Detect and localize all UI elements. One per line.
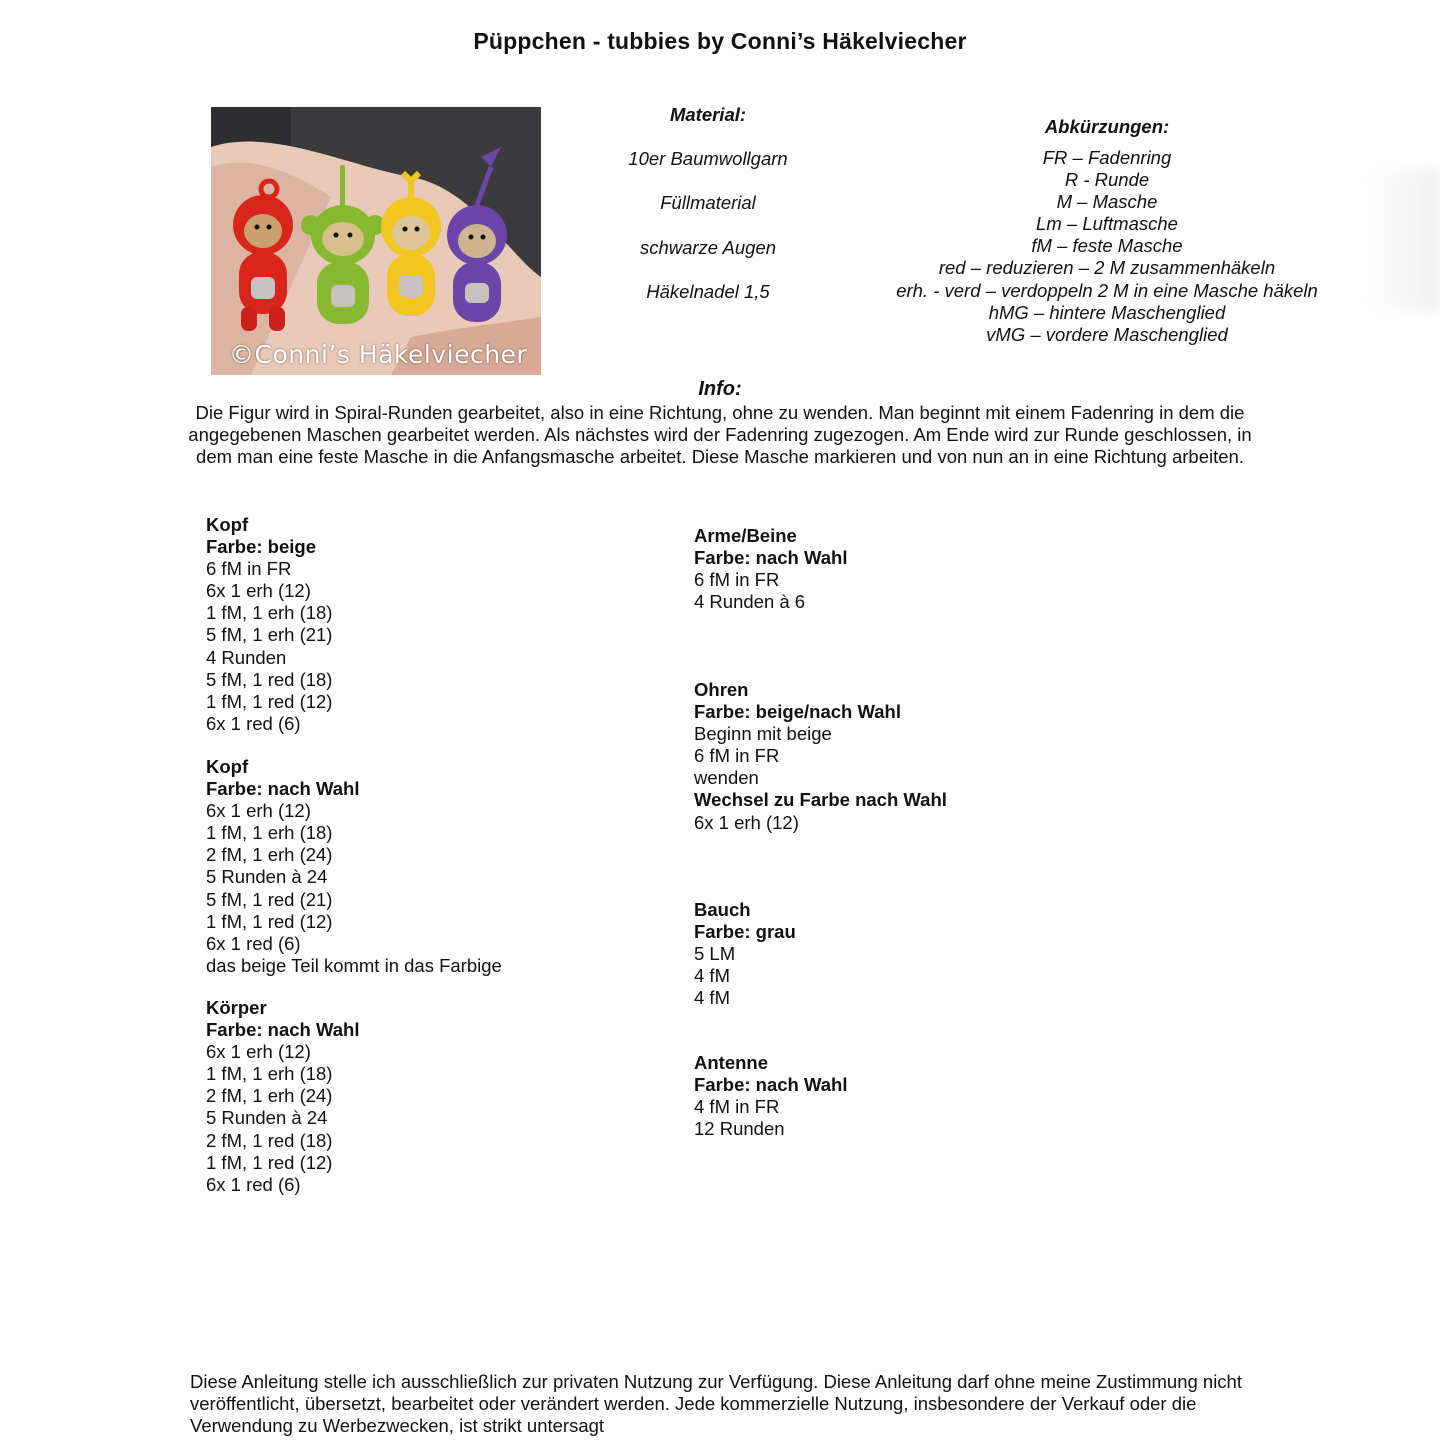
pattern-row: 5 fM, 1 erh (21) — [206, 624, 333, 646]
abbreviation-item: fM – feste Masche — [1031, 235, 1183, 257]
section-kopf-farbe — [206, 756, 502, 977]
section-title: Arme/Beine — [694, 525, 797, 546]
pattern-row: 4 fM — [694, 987, 730, 1009]
material-block — [578, 103, 838, 325]
section-koerper — [206, 997, 360, 1196]
pattern-row: 6 fM in FR — [694, 569, 780, 591]
abbreviation-item: R - Runde — [1064, 169, 1150, 191]
pattern-row: Beginn mit beige — [694, 723, 832, 745]
pattern-row: 6x 1 erh (12) — [694, 811, 799, 833]
pattern-row: 2 fM, 1 erh (24) — [206, 1085, 333, 1107]
abbreviation-item: erh. - verd – verdoppeln 2 M in eine Masche häkeln — [896, 279, 1318, 301]
section-title: Bauch — [694, 899, 751, 920]
abbreviation-item: M – Masche — [1056, 191, 1158, 213]
section-color: Farbe: nach Wahl — [694, 1074, 848, 1096]
pattern-row: 5 Runden à 24 — [206, 866, 328, 888]
pattern-row: 6 fM in FR — [206, 558, 292, 580]
section-color: Farbe: nach Wahl — [694, 547, 848, 569]
abbreviations-block — [860, 115, 1354, 346]
section-arme-beine — [694, 525, 848, 613]
photo-watermark: ©Conni’s Häkelviecher — [229, 340, 528, 369]
section-title: Antenne — [694, 1052, 768, 1073]
section-bauch — [694, 899, 796, 1009]
abbreviation-item: FR – Fadenring — [1042, 147, 1172, 168]
info-paragraph: Die Figur wird in Spiral-Runden gearbeitet, also in eine Richtung, ohne zu wenden. Man beginnt mit einem Fadenring in dem die angegebenen Maschen gearbeitet werden. Als nächstes wird der Fadenring zugezogen. Am Ende wird zur Runde geschlossen, in dem man eine feste Masche in die Anfangsmasche arbeitet. Diese Masche markieren und von nun an in eine Richtung arbeiten. — [188, 402, 1252, 468]
pattern-row: 5 LM — [694, 943, 736, 965]
pattern-row: 2 fM, 1 erh (24) — [206, 844, 333, 866]
pattern-row: 6x 1 erh (12) — [206, 800, 311, 822]
pattern-row: wenden — [694, 767, 759, 789]
section-ohren — [694, 679, 947, 834]
abbreviation-item: Lm – Luftmasche — [1036, 213, 1178, 235]
pattern-row: 6x 1 red (6) — [206, 1173, 301, 1195]
pattern-row: 6x 1 red (6) — [206, 932, 301, 954]
section-color: Farbe: nach Wahl — [206, 1019, 360, 1041]
pattern-row: 4 Runden — [206, 646, 287, 668]
section-color: Farbe: grau — [694, 921, 796, 943]
pattern-row: 2 fM, 1 red (18) — [206, 1129, 333, 1151]
pattern-row: 1 fM, 1 erh (18) — [206, 1063, 333, 1085]
pattern-row: 1 fM, 1 erh (18) — [206, 602, 333, 624]
pattern-row: 6x 1 erh (12) — [206, 1041, 311, 1063]
section-title: Kopf — [206, 756, 249, 777]
pattern-row: 4 fM — [694, 965, 730, 987]
abbreviation-item: hMG – hintere Maschenglied — [988, 301, 1226, 323]
section-color: Farbe: nach Wahl — [206, 778, 360, 800]
pattern-row: 1 fM, 1 red (12) — [206, 1151, 333, 1173]
pattern-row: 12 Runden — [694, 1118, 785, 1140]
pattern-row: 1 fM, 1 red (12) — [206, 910, 333, 932]
material-item: schwarze Augen — [639, 236, 777, 258]
product-photo — [211, 107, 541, 375]
info-heading: Info: — [698, 378, 742, 400]
pattern-row: 4 fM in FR — [694, 1096, 780, 1118]
material-item: Füllmaterial — [660, 192, 756, 214]
section-color: Farbe: beige — [206, 536, 316, 558]
abbreviation-item: vMG – vordere Maschenglied — [986, 323, 1228, 345]
crochet-dolls-illustration — [211, 107, 541, 375]
document-title: Püppchen - tubbies by Conni’s Häkelviecher — [473, 28, 967, 54]
section-title: Ohren — [694, 679, 749, 700]
pattern-row: 1 fM, 1 red (12) — [206, 690, 333, 712]
material-item: 10er Baumwollgarn — [628, 148, 788, 169]
material-item: Häkelnadel 1,5 — [646, 281, 770, 303]
pattern-row: 1 fM, 1 erh (18) — [206, 822, 333, 844]
edge-shadow — [1368, 170, 1440, 310]
pattern-row: 5 fM, 1 red (18) — [206, 668, 333, 690]
section-title: Körper — [206, 997, 267, 1018]
abbreviation-item: red – reduzieren – 2 M zusammenhäkeln — [938, 257, 1276, 279]
pattern-row: 6x 1 red (6) — [206, 712, 301, 734]
section-color: Farbe: beige/nach Wahl — [694, 701, 901, 723]
section-title: Kopf — [206, 514, 249, 535]
pattern-row: das beige Teil kommt in das Farbige — [206, 954, 502, 976]
section-antenne — [694, 1052, 848, 1140]
color-change-heading: Wechsel zu Farbe nach Wahl — [694, 789, 947, 811]
pattern-row: 5 fM, 1 red (21) — [206, 888, 333, 910]
abbreviations-heading: Abkürzungen: — [1044, 116, 1170, 137]
material-heading: Material: — [669, 104, 747, 125]
pattern-row: 6 fM in FR — [694, 745, 780, 767]
pattern-row: 4 Runden à 6 — [694, 591, 806, 613]
copyright-notice: Diese Anleitung stelle ich ausschließlich zur privaten Nutzung zur Verfügung. Diese Anleitung darf ohne meine Zustimmung nicht veröffentlicht, übersetzt, bearbeitet oder verändert werden. Jede kommerzielle Nutzung, insbesondere der Verkauf oder die Verwendung zu Werbezwecken, ist strikt untersagt — [190, 1371, 1242, 1437]
pattern-row: 5 Runden à 24 — [206, 1107, 328, 1129]
pattern-row: 6x 1 erh (12) — [206, 580, 311, 602]
section-kopf-beige — [206, 514, 332, 735]
